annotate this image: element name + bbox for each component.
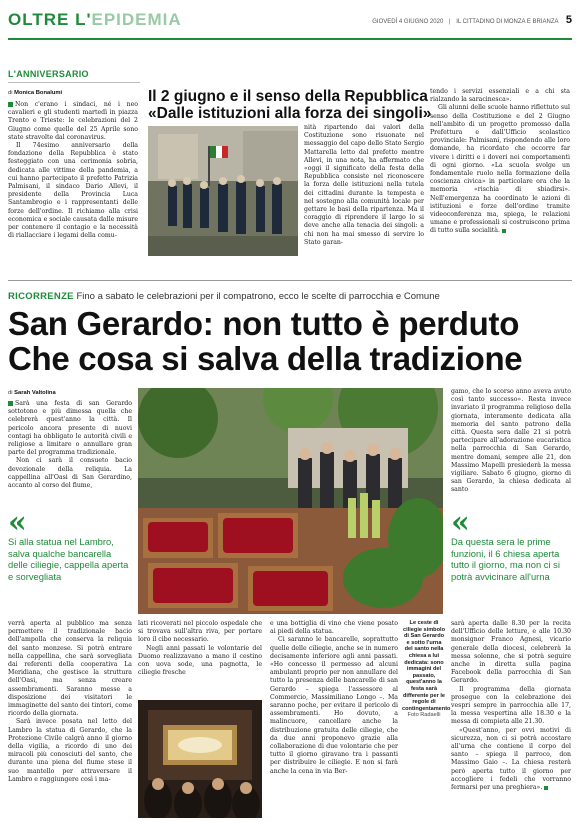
article2-bottom-col2: lati ricoverati nel piccolo ospedale che si trovava sull'altra riva, per portare loro il cibo necessario. Negli anni passati le volontarie del Duomo realizzavano a mano il cestino con uova sode, una pagnotta, le ciliegie fresche [138,620,262,677]
section-title-highlight: EPIDEMIA [91,10,182,29]
article2-col1: Sarà una festa di san Gerardo sottotono e più dimessa quella che celebrerà quest'anno la città. Il pericolo ancora presente di nuovi contagi ha obbligato le autorità civili e religiose a limitare o annullare gran parte del programma tradizionale. Non ci sarà il consueto bacio devozionale della reliquia. La cappellina all'Oasi di San Gerardino, accanto al corso del fiume, [8,400,132,490]
article2-bottom-col5: sarà aperta dalle 8.30 per la recita dell'Ufficio delle letture, e alle 10.30 monsignor Franco Agnesi, vicario generale della diocesi, celebrerà la messa solenne, che si potrà seguire anche in diretta sulla pagina Facebook della parrocchia di San Gerardo. Il programma della giornata prosegue con la celebrazione dei vespri sempre in parrocchia alle 17, la messa vespertina alle 18.30 e la messa di compieta alle 21.30. «Quest'anno, per ovvi motivi di sicurezza, non ci si potrà accostare all'urna che contiene il corpo del santo – spiega il parroco, don Massimo Gaio –. La chiesa resterà però aperta tutto il giorno per accogliere i fedeli che vorranno fermarsi per una preghiera». [451,620,571,792]
pull-quote-left: « Si alla statua nel Lambro, salva qualche bancarella delle ciliegie, cappella aperta e sorvegliata [8,510,132,582]
article1-headline: Il 2 giugno e il senso della Repubblica «Dalle istituzioni alla forza dei singoli» [148,88,432,122]
article2-byline: di Sarah Valtolina [8,390,56,396]
urn-photo-illustration [138,700,262,818]
article2-kicker: RICORRENZE [8,291,74,302]
article1-col2: nità ripartendo dai valori della Costituzione sono risuonate nel messaggio del capo dello Stato Sergio Mattarella letto dal prefetto mentre Allevi, in una nota, ha affermato che «oggi il significato della festa della Repubblica consiste nel riconoscere la forza delle istituzioni nella tutela dei cittadini durante la tempesta e nel sostegno alla comunità locale per gettare le basi della ripartenza. Ma il coraggio di riprendere il largo lo si deve anche alla tenacia dei singoli: a chi non ha mai smesso di servire lo Stato garan- [304,124,424,246]
author-name: Sarah Valtolina [14,390,56,396]
divider [8,82,140,83]
article1-col3: tendo i servizi essenziali e a chi sta rialzando la saracinesca». Gli alunni delle scuole hanno riflettuto sul senso della Costituzione e del 2 Giugno nell'ambito di un progetto promosso dalla Prefettura e dall'Ufficio scolastico provinciale: Palmisani, rispondendo alle loro domande, ha ricordato che occorre far vivere i diritti e i doveri nei comportamenti di ogni giorno. «La scuola svolge un fondamentale ruolo nella formazione della coscienza civica» in particolare ora che la memoria «rischia di sbiadirsi». Nell'emergenza ha coordinato le azioni di istituzioni e forze dell'ordine tramite videoconferenza ma, spiega, le relazioni umane e professionali si costruiscono prima di tutto sulla socialità. [430,88,570,235]
photo-caption: Le ceste di ciliegie simbolo di San Gerardo e sotto l'urna del santo nella chiesa a lui dedicata: sono immagini del passato, quest'anno la festa sarà differente per le regole di contingentamento Foto Radaelli [402,620,451,719]
urn-photo [138,700,262,818]
end-marker [502,229,506,233]
page-header-info: GIOVEDÌ 4 GIUGNO 2020 | IL CITTADINO DI MONZA E BRIANZA 5 [372,14,572,26]
photo-credit: Foto Radaelli [407,712,441,719]
page-number: 5 [565,14,572,26]
section-title-main: OLTRE L' [8,10,92,29]
author-name: Monica Bonalumi [14,90,63,96]
pull-quote-right: « Da questa sera le prime funzioni, il 6 chiesa aperta tutto il giorno, ma non ci si potrà avvicinare all'urna [451,510,571,582]
section-title [8,10,182,30]
article2-bottom-col3: e una bottiglia di vino che viene posato ai piedi della statua. Ci saranno le bancarelle, soprattutto quelle delle ciliegie, anche se in numero decisamente inferiore agli anni passati. «Ho concesso il permesso ad alcuni ambulanti proprio per non annullare del tutto la presenza delle bancarelle di san Gerardo – spiega l'assessore al Commercio, Massimiliano Longo –. Ma saranno poche, per evitare il pericolo di assembramenti. Ho dovuto, a malincuore, cancellare anche la distribuzione gratuita delle ciliegie, che da due anni proponevo grazie alla collaborazione di due volontarie che per tutto il giorno giravano tra i passanti per distribuire le ciliegie. E non si farà anche la cena in via Ber- [270,620,398,775]
article2-bottom-col1: verrà aperta al pubblico ma senza permettere il tradizionale bacio dell'ampolla che conserva la reliquia del santo monzese. Si potrà entrare nella cappellina, che sarà sorvegliata dai referenti della cooperativa La Meridiana, che gestisce la struttura dell'Oasi, ma senza creare assembramenti. Saranno messe a disposizione dei visitatori le immaginette del santo dei tintori, come ricordo della giornata. Sarà invece posata nel letto del Lambro la statua di Gerardo, che la Protezione Civile calgrà anno il giorno della vigilia, a ricordo di uno dei miracoli più conosciuti del santo, che durante una piena del fiume stese il suo mantello per attraversare il Lambro e raggiungere così i ma- [8,620,133,783]
article1-col1: Non c'erano i sindaci, né i neo cavalieri e gli studenti martedì in piazza Trento e Trieste: le celebrazioni del 2 Giugno come quelle del 25 Aprile sono state stravolte dal coronavirus. Il 74esimo anniversario della fondazione della Repubblica è stato festeggiato con una cerimonia sobria, dedicata alle vittime della pandemia, a cui hanno partecipato il prefetto Patrizia Palmisani, il sindaco Dario Allevi, il presidente della Provincia Luca Santambrogio e i rappresentanti delle forze dell'ordine. Il richiamo alla crisi economica e sociale causata dalle misure per contenere il contagio e la necessità di riallacciare i legami della comu- [8,101,138,240]
ceremony-photo-illustration [148,126,298,256]
article1-kicker: L'ANNIVERSARIO [8,69,89,79]
quote-icon: « [8,505,27,540]
end-marker [544,786,548,790]
quote-icon: « [451,505,470,540]
lead-marker [8,102,13,107]
article1-byline: di Monica Bonalumi [8,90,63,96]
market-photo [138,388,443,614]
ceremony-photo [148,126,298,256]
market-photo-illustration [138,388,443,614]
publication-name: IL CITTADINO DI MONZA E BRIANZA [456,19,559,25]
article2-kicker-line [8,291,440,302]
section-divider [8,280,572,281]
article2-col-right: gamo, che lo scorso anno aveva avuto così tanto successo». Resta invece invariato il programma religioso della giornata, interamente dedicata alla memoria del santo patrono della città. Questa sera dalle 21 si potrà partecipare all'adorazione eucaristica nella parrocchia di San Gerardo, mentre domani, sempre alle 21, don Massimo Mapelli presiederà la messa vigiliare. Sabato 6 giugno, giorno di san Gerardo, la chiesa dedicata al santo [451,388,571,494]
header-rule [8,38,572,40]
lead-marker [8,401,13,406]
article2-headline: San Gerardo: non tutto è perduto Che cosa si salva della tradizione [8,305,523,377]
issue-date: GIOVEDÌ 4 GIUGNO 2020 [372,19,444,25]
article1-col1-para2: Il 74esimo anniversario della fondazione della Repubblica è stato festeggiato con una cerimonia sobria, dedicata alle vittime della pandemia, a cui hanno partecipato il prefetto Patrizia Palmisani, il sindaco Dario Allevi, il presidente della Provincia Luca Santambrogio e i rappresentanti delle forze dell'ordine. Il richiamo alla crisi economica e sociale causata dalle misure per contenere il contagio e la necessità di riallacciare i legami della comu- [8,142,138,240]
article2-kicker-text: Fino a sabato le celebrazioni per il compatrono, ecco le scelte di parrocchia e Comune [76,291,440,302]
